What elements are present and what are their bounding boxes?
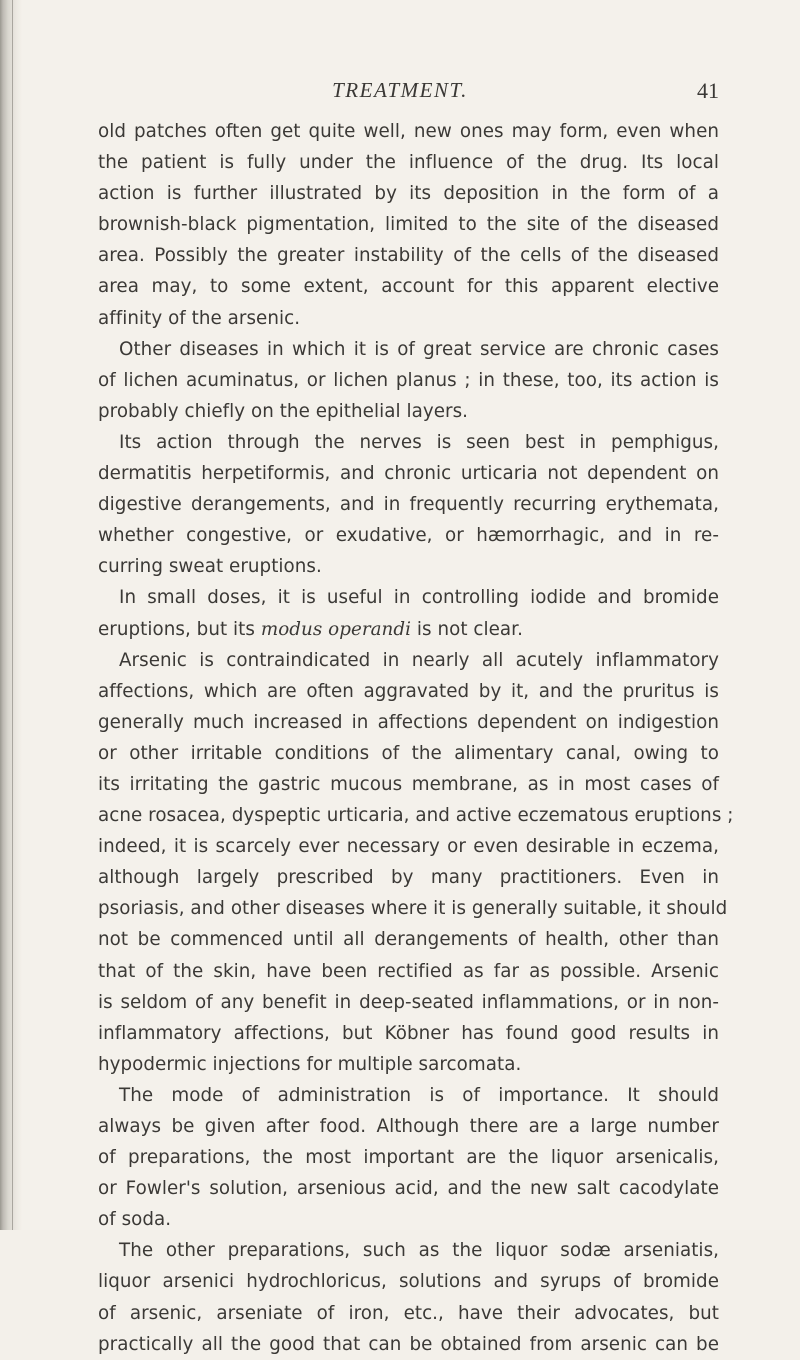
text-segment: its irritating the gastric mucous membrane, as in most cases of <box>98 773 719 795</box>
text-line <box>98 1235 719 1266</box>
text-segment: is seldom of any benefit in deep-seated inflammations, or in non- <box>98 991 719 1013</box>
text-segment: psoriasis, and other diseases where it is generally suitable, it should <box>98 898 728 920</box>
text-segment: affinity of the arsenic. <box>98 307 301 329</box>
text-line <box>98 458 719 489</box>
text-line <box>98 862 719 893</box>
running-title: TREATMENT. <box>332 78 468 102</box>
text-segment: of lichen acuminatus, or lichen planus ; in these, too, its action is <box>98 369 719 391</box>
text-segment: In small doses, it is useful in controlling iodide and bromide <box>119 587 719 609</box>
text-segment: of soda. <box>98 1209 172 1231</box>
text-segment: hypodermic injections for multiple sarcomata. <box>98 1053 522 1075</box>
running-head <box>0 78 800 108</box>
text-segment: of arsenic, arseniate of iron, etc., have their advocates, but <box>98 1302 719 1324</box>
text-segment: probably chiefly on the epithelial layers. <box>98 400 469 422</box>
text-line <box>98 520 719 551</box>
text-segment: generally much increased in affections dependent on indigestion <box>98 711 719 733</box>
text-line <box>98 1142 719 1173</box>
text-segment: The other preparations, such as the liquor sodæ arseniatis, <box>119 1240 719 1262</box>
text-line <box>98 147 719 178</box>
text-line <box>98 924 719 955</box>
text-line <box>98 396 719 427</box>
text-line <box>98 1329 719 1360</box>
text-line <box>98 738 719 769</box>
text-segment: eruptions, but its <box>98 618 261 640</box>
text-line <box>98 1049 719 1080</box>
text-line <box>98 116 719 147</box>
text-line <box>98 1298 719 1329</box>
text-segment: is not clear. <box>411 618 523 640</box>
text-line <box>98 178 719 209</box>
text-line <box>98 1204 719 1235</box>
text-line <box>98 676 719 707</box>
text-segment: indeed, it is scarcely ever necessary or even desirable in eczema, <box>98 836 719 858</box>
text-segment: that of the skin, have been rectified as far as possible. Arsenic <box>98 960 719 982</box>
text-line <box>98 956 719 987</box>
italic-phrase: modus operandi <box>260 618 412 640</box>
text-line <box>98 1173 719 1204</box>
page-gutter-shadow <box>0 0 22 1230</box>
text-segment: practically all the good that can be obtained from arsenic can be <box>98 1333 719 1355</box>
text-line <box>98 427 719 458</box>
text-segment: the patient is fully under the influence of the drug. Its local <box>98 152 719 174</box>
text-line <box>98 707 719 738</box>
text-line <box>98 489 719 520</box>
text-line <box>98 893 728 924</box>
text-line <box>98 303 719 334</box>
text-segment: Other diseases in which it is of great service are chronic cases <box>119 338 719 360</box>
text-line <box>98 769 719 800</box>
text-segment: liquor arsenici hydrochloricus, solutions and syrups of bromide <box>98 1271 719 1293</box>
text-line <box>98 645 719 676</box>
text-segment: or other irritable conditions of the alimentary canal, owing to <box>98 742 719 764</box>
text-line <box>98 800 734 831</box>
text-segment: affections, which are often aggravated by it, and the pruritus is <box>98 680 719 702</box>
text-segment: action is further illustrated by its deposition in the form of a <box>98 183 719 205</box>
text-line <box>98 365 719 396</box>
body-text <box>98 116 734 1360</box>
text-segment: area. Possibly the greater instability of the cells of the diseased <box>98 245 719 267</box>
text-segment: not be commenced until all derangements of health, other than <box>98 929 719 951</box>
text-segment: dermatitis herpetiformis, and chronic urticaria not dependent on <box>98 463 719 485</box>
text-line <box>98 614 719 645</box>
text-segment: Arsenic is contraindicated in nearly all acutely inflammatory <box>119 649 719 671</box>
text-line <box>98 1018 719 1049</box>
text-segment: or Fowler's solution, arsenious acid, and the new salt cacodylate <box>98 1178 719 1200</box>
text-segment: Its action through the nerves is seen best in pemphigus, <box>119 431 719 453</box>
text-line <box>98 1266 719 1297</box>
text-segment: acne rosacea, dyspeptic urticaria, and active eczematous eruptions ; <box>98 805 734 827</box>
text-line <box>98 209 719 240</box>
text-line <box>98 271 719 302</box>
text-segment: digestive derangements, and in frequently recurring erythemata, <box>98 494 719 516</box>
text-line <box>98 1080 719 1111</box>
text-line <box>98 582 719 613</box>
text-segment: although largely prescribed by many practitioners. Even in <box>98 867 719 889</box>
binding-edge <box>12 0 13 1230</box>
page-number: 41 <box>697 78 719 103</box>
text-segment: always be given after food. Although there are a large number <box>98 1116 719 1137</box>
text-segment: The mode of administration is of importance. It should <box>119 1084 719 1106</box>
text-segment: whether congestive, or exudative, or hæmorrhagic, and in re- <box>98 525 719 547</box>
text-segment: old patches often get quite well, new ones may form, even when <box>98 121 719 142</box>
text-line <box>98 987 719 1018</box>
text-line <box>98 551 719 582</box>
text-segment: area may, to some extent, account for this apparent elective <box>98 276 719 298</box>
text-segment: curring sweat eruptions. <box>98 556 322 578</box>
text-segment: of preparations, the most important are the liquor arsenicalis, <box>98 1147 719 1169</box>
text-line <box>98 831 719 862</box>
text-line <box>98 1111 719 1142</box>
text-line <box>98 240 719 271</box>
text-line <box>98 334 719 365</box>
text-segment: brownish-black pigmentation, limited to the site of the diseased <box>98 214 719 236</box>
text-segment: inflammatory affections, but Köbner has found good results in <box>98 1022 719 1044</box>
